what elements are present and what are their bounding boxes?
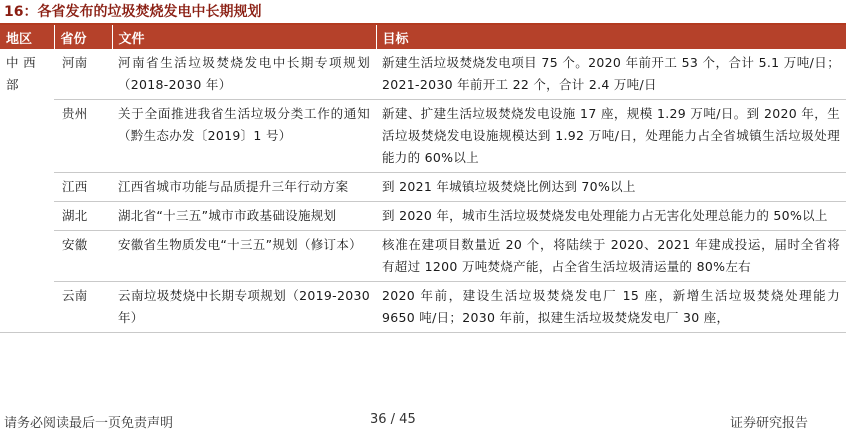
target-cell: 2020 年前，建设生活垃圾焚烧发电厂 15 座，新增生活垃圾焚烧处理能力 9650 吨/日；2030 年前，拟建生活垃圾焚烧发电厂 30 座， [376, 282, 846, 333]
table-row [0, 231, 846, 282]
header-province: 省份 [54, 25, 112, 49]
document-cell: 关于全面推进我省生活垃圾分类工作的通知（黔生态办发〔2019〕1 号） [112, 100, 376, 173]
document-cell: 江西省城市功能与品质提升三年行动方案 [112, 173, 376, 202]
document-cell: 安徽省生物质发电“十三五”规划（修订本） [112, 231, 376, 282]
province-cell: 湖北 [54, 202, 112, 231]
province-cell: 安徽 [54, 231, 112, 282]
table-title: 16：各省发布的垃圾焚烧发电中长期规划 [4, 4, 262, 20]
table-row [0, 202, 846, 231]
province-cell: 河南 [54, 49, 112, 100]
target-cell: 新建、扩建生活垃圾焚烧发电设施 17 座，规模 1.29 万吨/日。到 2020 年，生活垃圾焚烧发电设施规模达到 1.92 万吨/日，处理能力占全省城镇生活垃圾处理能力的 60%以上 [376, 100, 846, 173]
target-cell: 到 2020 年，城市生活垃圾焚烧发电处理能力占无害化处理总能力的 50%以上 [376, 202, 846, 231]
table-header-row [0, 25, 846, 49]
province-cell: 江西 [54, 173, 112, 202]
table-row [0, 282, 846, 333]
region-cell: 中 西 部 [0, 49, 54, 333]
document-cell: 湖北省“十三五”城市市政基础设施规划 [112, 202, 376, 231]
page-number: 36 / 45 [370, 412, 416, 427]
target-cell: 到 2021 年城镇垃圾焚烧比例达到 70%以上 [376, 173, 846, 202]
header-target: 目标 [376, 25, 846, 49]
document-cell: 河南省生活垃圾焚烧发电中长期专项规划（2018-2030 年） [112, 49, 376, 100]
header-document: 文件 [112, 25, 376, 49]
document-cell: 云南垃圾焚烧中长期专项规划（2019-2030 年） [112, 282, 376, 333]
disclaimer-note: 请务必阅读最后一页免责声明 [4, 416, 174, 431]
province-cell: 云南 [54, 282, 112, 333]
table-row [0, 49, 846, 100]
target-cell: 新建生活垃圾焚烧发电项目 75 个。2020 年前开工 53 个，合计 5.1 万吨/日；2021-2030 年前开工 22 个，合计 2.4 万吨/日 [376, 49, 846, 100]
target-cell: 核准在建项目数量近 20 个，将陆续于 2020、2021 年建成投运，届时全省将有超过 1200 万吨焚烧产能，占全省生活垃圾清运量的 80%左右 [376, 231, 846, 282]
table-row [0, 173, 846, 202]
province-cell: 贵州 [54, 100, 112, 173]
planning-table [0, 25, 846, 333]
table-row [0, 100, 846, 173]
header-region: 地区 [0, 25, 54, 49]
report-label: 证券研究报告 [730, 416, 809, 431]
